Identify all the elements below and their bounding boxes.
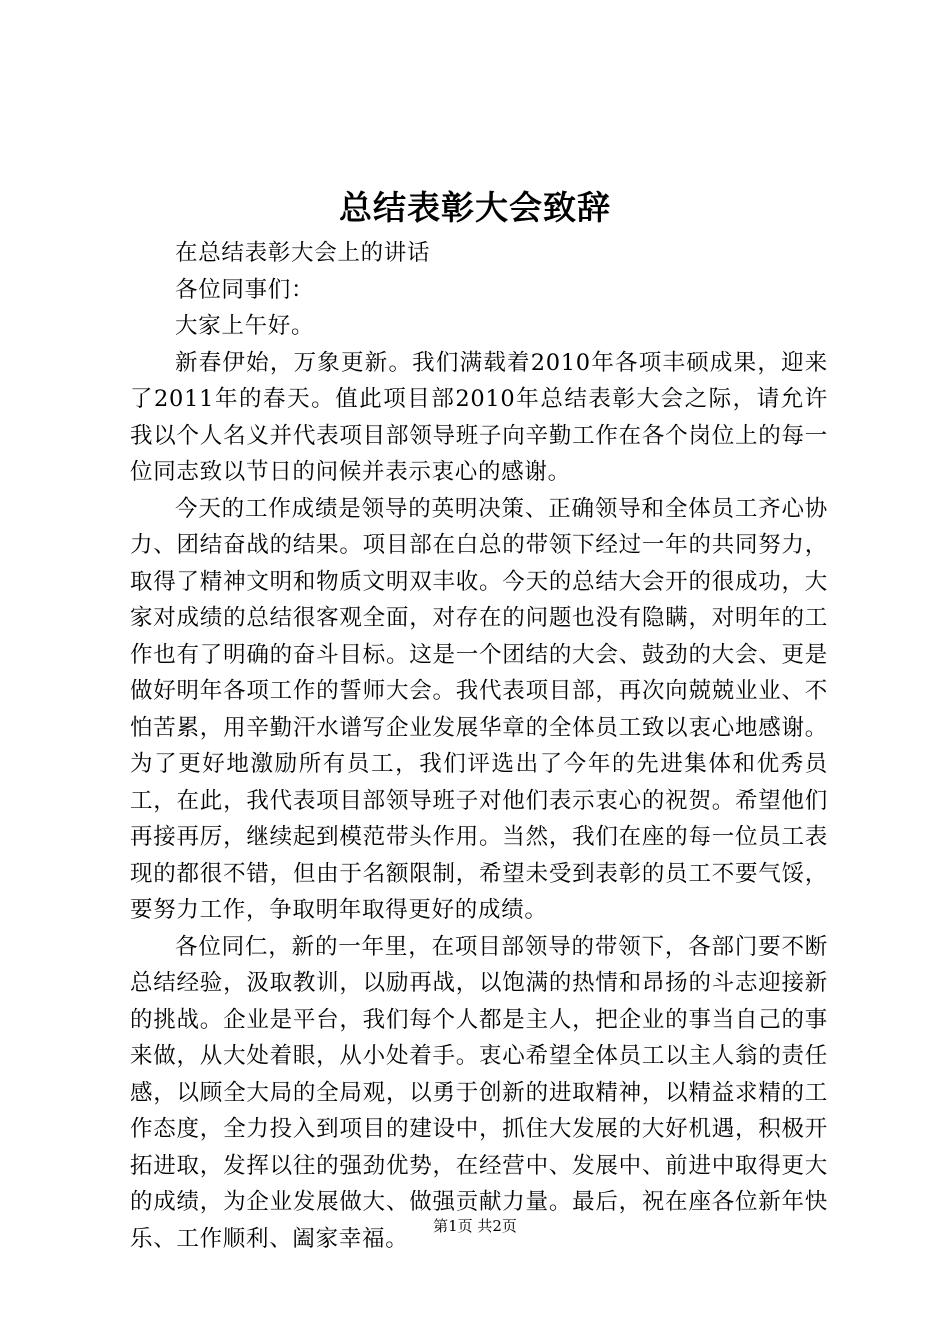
speech-subtitle: 在总结表彰大会上的讲话 <box>175 240 431 266</box>
body-paragraph: 各位同仁，新的一年里，在项目部领导的带领下，各部门要不断总结经验，汲取教训，以励再战，以饱满的热情和昂扬的斗志迎接新的挑战。企业是平台，我们每个人都是主人，把企业的事当自己的事来做，从大处着眼，从小处着手。衷心希望全体员工以主人翁的责任感，以顾全大局的全局观，以勇于创新的进取精神，以精益求精的工作态度，全力投入到项目的建设中，抓住大发展的大好机遇，积极开拓进取，发挥以往的强劲优势，在经营中、发展中、前进中取得更大的成绩，为企业发展做大、做强贡献力量。最后，祝在座各位新年快乐、工作顺利、阖家幸福。 <box>130 933 828 1252</box>
body-paragraph: 今天的工作成绩是领导的英明决策、正确领导和全体员工齐心协力、团结奋战的结果。项目部在白总的带领下经过一年的共同努力，取得了精神文明和物质文明双丰收。今天的总结大会开的很成功，大家对成绩的总结很客观全面，对存在的问题也没有隐瞒，对明年的工作也有了明确的奋斗目标。这是一个团结的大会、鼓劲的大会、更是做好明年各项工作的誓师大会。我代表项目部，再次向兢兢业业、不怕苦累，用辛勤汗水谱写企业发展华章的全体员工致以衷心地感谢。为了更好地激励所有员工，我们评选出了今年的先进集体和优秀员工，在此，我代表项目部领导班子对他们表示衷心的祝贺。希望他们再接再厉，继续起到模范带头作用。当然，我们在座的每一位员工表现的都很不错，但由于名额限制，希望未受到表彰的员工不要气馁，要努力工作，争取明年取得更好的成绩。 <box>130 495 828 923</box>
body-paragraph: 新春伊始，万象更新。我们满载着2010年各项丰硕成果，迎来了2011年的春天。值此项目部2010年总结表彰大会之际，请允许我以个人名义并代表项目部领导班子向辛勤工作在各个岗位上的每一位同志致以节日的问候并表示衷心的感谢。 <box>130 349 828 485</box>
document-body <box>130 235 828 1257</box>
salutation: 各位同事们： <box>175 276 315 303</box>
greeting: 大家上午好。 <box>175 313 315 339</box>
page-footer: 第1页 共2页 <box>433 1217 517 1235</box>
document-title: 总结表彰大会致辞 <box>339 188 611 227</box>
